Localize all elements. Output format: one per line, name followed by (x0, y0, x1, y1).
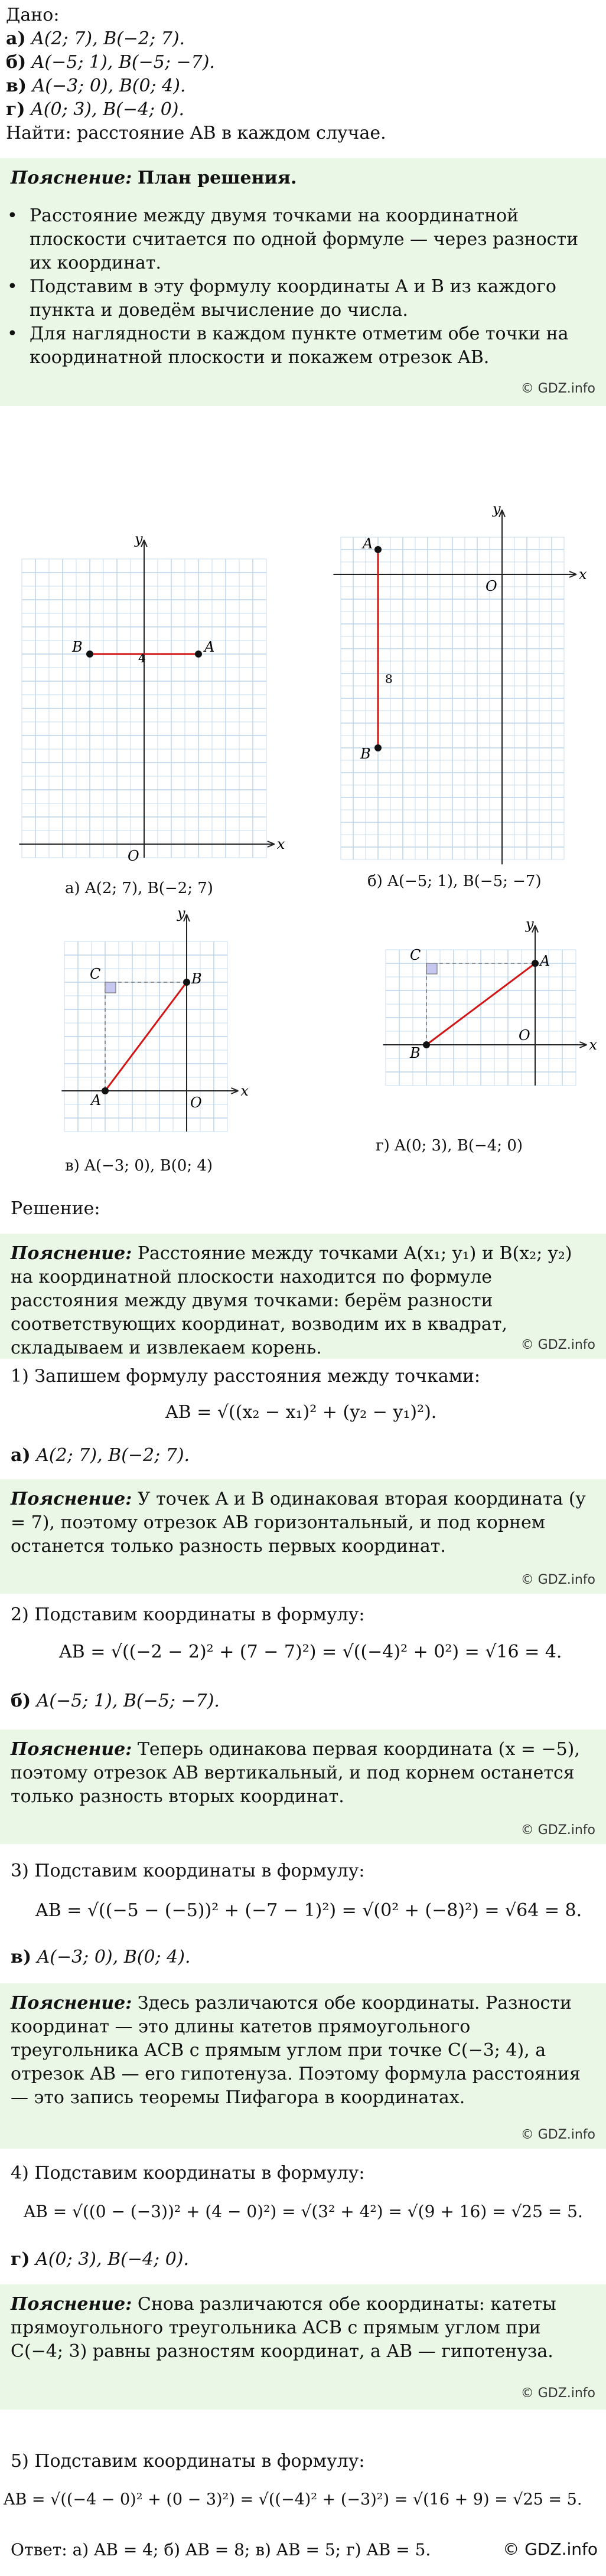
expl-a-text: Пояснение: У точек A и B одинаковая вторая координата (y = 7), поэтому отрезок AB горизонтальный, и под корнем останется только разность первых координат. (11, 1489, 586, 1557)
step-4-text: 4) Подставим координаты в формулу: (11, 2163, 365, 2183)
part-g-label: г) A(0; 3), B(−4; 0). (11, 2249, 190, 2270)
point-a (374, 546, 382, 553)
point-b (86, 650, 93, 658)
step-5-formula: AB = √((−4 − 0)² + (0 − 3)²) = √((−4)² + (−3)²) = √(16 + 9) = √25 = 5. (4, 2490, 582, 2509)
point-b-label: B (191, 970, 202, 987)
point-b-label: B (360, 746, 371, 762)
point-a (102, 1087, 109, 1094)
expl-1-credit: © GDZ.info (520, 1338, 595, 1352)
expl-b-box (0, 1730, 606, 1844)
expl-1-text: Пояснение: Расстояние между точками A(x₁; y₁) и B(x₂; y₂) на координатной плоскости находится по формуле расстояния между двумя точками: берём разности соответствующих координат, возводим их в квадрат, складываем и извлекаем корень. (11, 1243, 572, 1358)
expl-v-text: Пояснение: Здесь различаются обе координаты. Разности координат — это длины катетов прямоугольного треугольника ACB с прямым углом при точке C(−3; 4), а отрезок AB — его гипотенуза. Поэтому формула расстояния — это запись теоремы Пифагора в координатах. (11, 1993, 581, 2108)
origin-label: O (519, 1027, 530, 1044)
point-c-label: C (410, 947, 421, 963)
part-a-label: а) A(2; 7), B(−2; 7). (11, 1445, 190, 1466)
segment-length-label: 4 (138, 651, 146, 665)
step-5-text: 5) Подставим координаты в формулу: (11, 2451, 365, 2472)
expl-b-text: Пояснение: Теперь одинакова первая координата (x = −5), поэтому отрезок AB вертикальный, и под корнем останется только разность вторых координат. (11, 1739, 580, 1807)
expl-v-box (0, 1983, 606, 2149)
expl-b-credit: © GDZ.info (520, 1823, 595, 1838)
given-heading: Дано: (6, 5, 60, 25)
x-axis-label: x (276, 836, 285, 852)
given-item-v: в) A(−3; 0), B(0; 4). (6, 76, 186, 96)
step-2-formula: AB = √((−2 − 2)² + (7 − 7)²) = √((−4)² + 0²) = √16 = 4. (59, 1642, 562, 1662)
step-1-formula: AB = √((x₂ − x₁)² + (y₂ − y₁)²). (165, 1402, 437, 1423)
x-axis-label: x (240, 1083, 249, 1099)
point-b (183, 979, 190, 986)
point-a (532, 960, 539, 967)
expl-g-credit: © GDZ.info (520, 2386, 595, 2401)
answer-text: Ответ: а) AB = 4; б) AB = 8; в) AB = 5; г) AB = 5. (11, 2540, 431, 2559)
plan-bullet-1: • Расстояние между двумя точками на координатной плоскости считается по одной формуле — через разности их координат. (30, 204, 591, 275)
point-a-label: A (204, 639, 215, 655)
answer-credit: © GDZ.info (503, 2539, 598, 2559)
step-3-formula: AB = √((−5 − (−5))² + (−7 − 1)²) = √(0² + (−8)²) = √64 = 8. (35, 1900, 582, 1921)
point-a-label: A (91, 1092, 102, 1109)
y-axis-label: y (135, 530, 143, 547)
plan-title: Пояснение: План решения. (11, 168, 297, 188)
y-axis-label: y (526, 916, 534, 933)
graph-b-caption: б) A(−5; 1), B(−5; −7) (367, 872, 542, 890)
step-4-formula: AB = √((0 − (−3))² + (4 − 0)²) = √(3² + 4²) = √(9 + 16) = √25 = 5. (24, 2202, 583, 2221)
expl-1-box (0, 1234, 606, 1359)
origin-label: O (190, 1094, 202, 1111)
point-a-label: A (540, 953, 550, 969)
expl-a-box (0, 1479, 606, 1594)
expl-v-credit: © GDZ.info (520, 2127, 595, 2142)
y-axis-label: y (177, 905, 185, 921)
find-text: Найти: расстояние AB в каждом случае. (6, 123, 386, 143)
part-b-label: б) A(−5; 1), B(−5; −7). (11, 1691, 220, 1711)
step-3-text: 3) Подставим координаты в формулу: (11, 1861, 365, 1881)
given-item-g: г) A(0; 3), B(−4; 0). (6, 99, 185, 120)
point-b-label: B (72, 639, 83, 655)
origin-label: O (486, 578, 497, 594)
plan-credit: © GDZ.info (520, 381, 595, 396)
expl-g-text: Пояснение: Снова различаются обе координаты: катеты прямоугольного треугольника ACB с прямым углом при C(−4; 3) равны разностям координат, а AB — гипотенуза. (11, 2294, 556, 2362)
right-angle-mark (426, 963, 437, 974)
y-axis-label: y (493, 500, 501, 517)
point-a-label: A (363, 535, 373, 552)
graph-v (47, 897, 248, 1145)
graph-a (17, 484, 285, 874)
x-axis-label: x (589, 1037, 597, 1053)
solution-heading: Решение: (11, 1198, 100, 1219)
graph-v-caption: в) A(−3; 0), B(0; 4) (65, 1157, 213, 1175)
step-2-text: 2) Подставим координаты в формулу: (11, 1604, 365, 1625)
expl-g-box (0, 2284, 606, 2410)
point-b (423, 1041, 430, 1048)
plan-bullet-3: • Для наглядности в каждом пункте отметим обе точки на координатной плоскости и покажем отрезок AB. (30, 322, 591, 370)
right-angle-mark (105, 982, 116, 993)
origin-label: O (128, 848, 139, 864)
plan-box (0, 158, 606, 406)
graph-a-caption: а) A(2; 7), B(−2; 7) (65, 880, 213, 897)
graph-g-caption: г) A(0; 3), B(−4; 0) (376, 1137, 523, 1155)
graph-g (331, 916, 597, 1110)
point-a (195, 650, 202, 658)
point-b (374, 744, 382, 751)
given-item-a: а) A(2; 7), B(−2; 7). (6, 28, 185, 49)
given-item-b: б) A(−5; 1), B(−5; −7). (6, 52, 215, 73)
expl-a-credit: © GDZ.info (520, 1573, 595, 1587)
step-1-text: 1) Запишем формулу расстояния между точками: (11, 1366, 481, 1387)
x-axis-label: x (579, 566, 587, 583)
segment-length-label: 8 (385, 672, 393, 686)
point-b-label: B (410, 1045, 421, 1061)
point-c-label: C (90, 966, 101, 982)
plan-bullet-2: • Подставим в эту формулу координаты A и B из каждого пункта и доведём вычисление до числа. (30, 275, 591, 322)
part-v-label: в) A(−3; 0), B(0; 4). (11, 1947, 191, 1967)
graph-b (331, 499, 591, 865)
